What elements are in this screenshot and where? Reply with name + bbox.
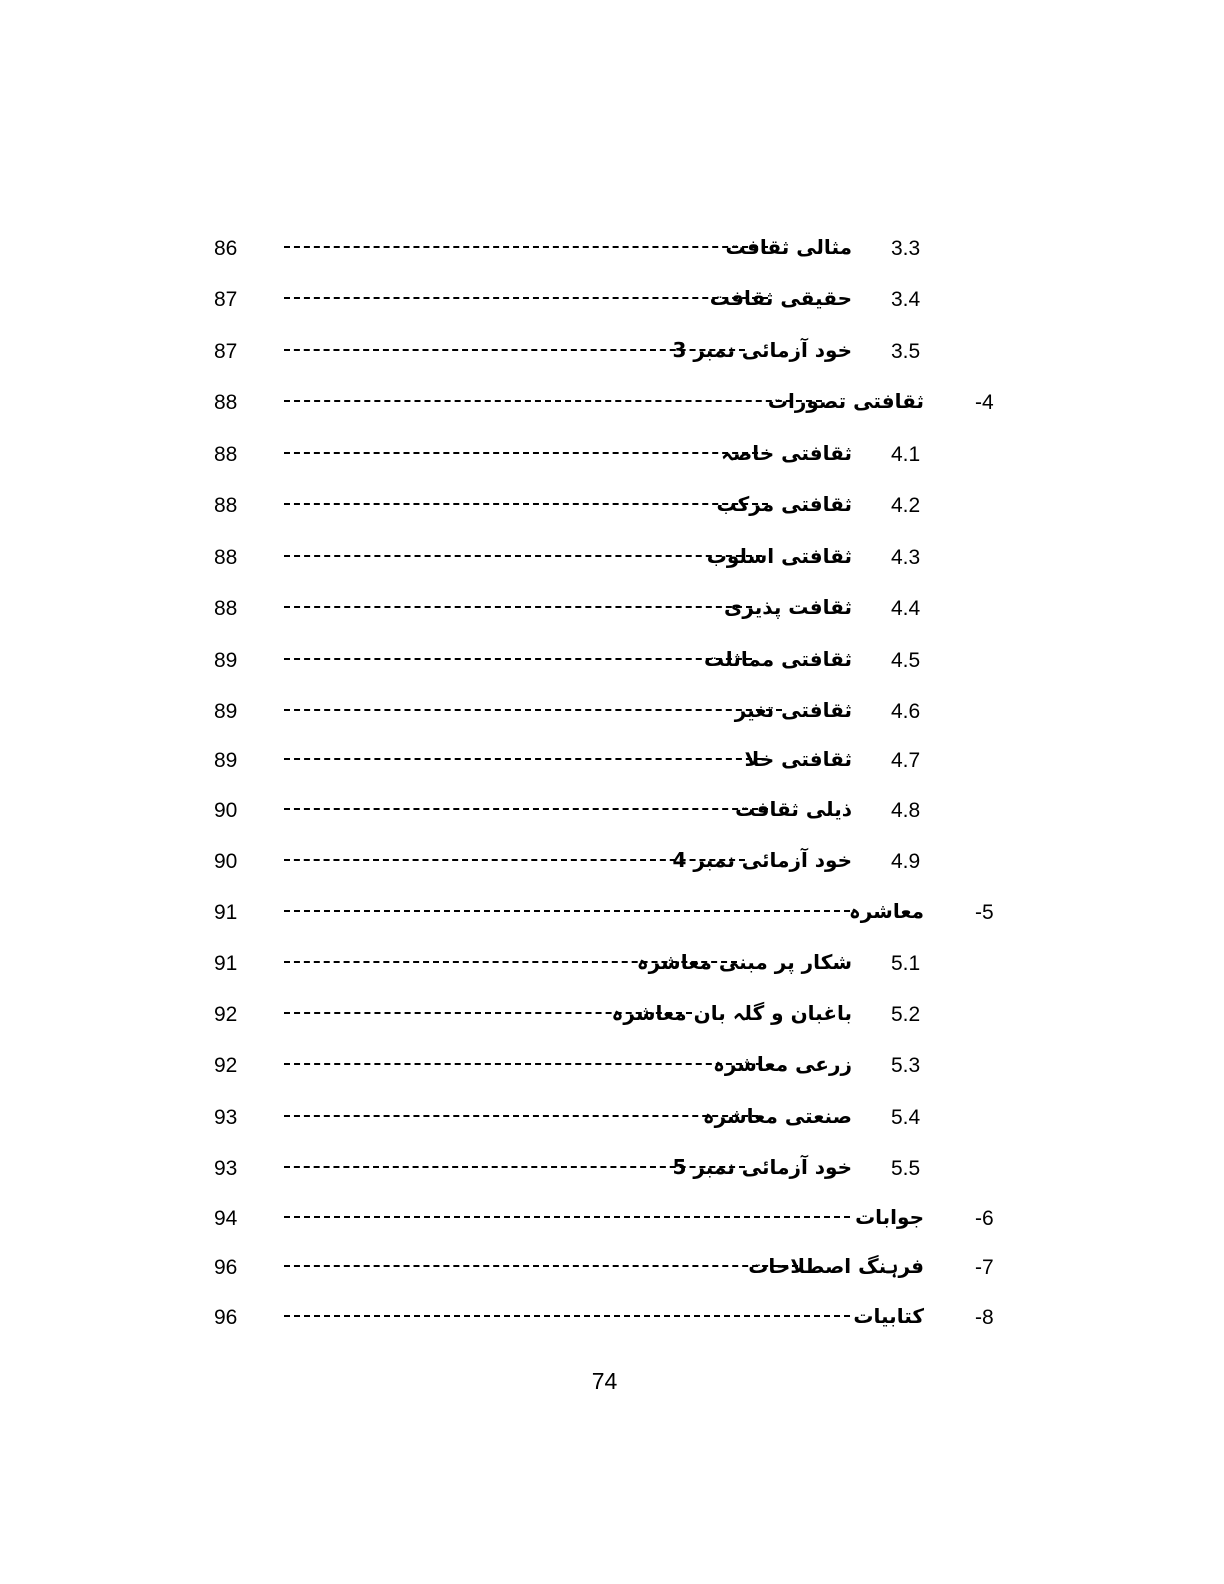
dotted-leader [284, 1115, 758, 1117]
toc-entry [0, 1298, 1224, 1338]
toc-title: ثقافتی مرکب [716, 492, 852, 516]
dotted-leader [284, 246, 768, 248]
toc-section-number: -8 [975, 1306, 994, 1329]
toc-page-number: 96 [214, 1256, 238, 1279]
toc-title: ثقافتی اسلوب [706, 544, 852, 568]
toc-section-number: 4.7 [891, 749, 921, 772]
toc-title: باغبان و گلہ بان معاشرہ [611, 1001, 852, 1025]
toc-section-number: 3.3 [891, 237, 921, 260]
toc-page-number: 87 [214, 288, 238, 311]
toc-title: حقیقی ثقافت [709, 286, 852, 310]
toc-entry [0, 893, 1224, 933]
toc-entry [0, 741, 1224, 781]
dotted-leader [284, 297, 768, 299]
toc-entry [0, 332, 1224, 372]
toc-entry [0, 538, 1224, 578]
toc-entry [0, 1199, 1224, 1239]
dotted-leader [284, 1063, 762, 1065]
dotted-leader [284, 758, 762, 760]
toc-title: خود آزمائی نمبر 4 [672, 848, 852, 872]
toc-entry [0, 944, 1224, 984]
toc-page-number: 88 [214, 597, 238, 620]
toc-page-number: 86 [214, 237, 238, 260]
toc-page-number: 89 [214, 749, 238, 772]
dotted-leader [284, 606, 752, 608]
toc-page-number: 94 [214, 1207, 238, 1230]
toc-page-number: 93 [214, 1106, 238, 1129]
toc-entry [0, 1098, 1224, 1138]
toc-title: ثقافتی خلا [744, 747, 852, 771]
toc-section-number: -6 [975, 1207, 994, 1230]
toc-section-number: 3.5 [891, 340, 921, 363]
toc-page-number: 92 [214, 1003, 238, 1026]
toc-entry [0, 791, 1224, 831]
toc-title: کتابیات [853, 1304, 924, 1328]
toc-entry [0, 1046, 1224, 1086]
toc-section-number: -7 [975, 1256, 994, 1279]
toc-entry [0, 229, 1224, 269]
toc-section-number: 5.4 [891, 1106, 921, 1129]
toc-title: ثقافتی تصورات [767, 389, 924, 413]
toc-title: ثقافتی تغیر [734, 698, 852, 722]
toc-entry [0, 280, 1224, 320]
dotted-leader [284, 709, 782, 711]
toc-page-number: 92 [214, 1054, 238, 1077]
dotted-leader [284, 452, 768, 454]
dotted-leader [284, 400, 822, 402]
toc-entry [0, 995, 1224, 1035]
toc-entry [0, 486, 1224, 526]
toc-section-number: 5.3 [891, 1054, 921, 1077]
toc-title: مثالی ثقافت [725, 235, 852, 259]
dotted-leader [284, 658, 752, 660]
toc-title: شکار پر مبنی معاشرہ [636, 950, 852, 974]
toc-entry [0, 435, 1224, 475]
toc-section-number: 4.2 [891, 494, 921, 517]
toc-entry [0, 1248, 1224, 1288]
toc-entry [0, 842, 1224, 882]
toc-section-number: -4 [975, 391, 994, 414]
toc-page-number: 88 [214, 546, 238, 569]
toc-section-number: 4.3 [891, 546, 921, 569]
toc-title: ثقافت پذیری [724, 595, 852, 619]
toc-page-number: 88 [214, 494, 238, 517]
toc-page-number: 91 [214, 952, 238, 975]
toc-title: معاشرہ [848, 899, 924, 923]
toc-entry [0, 589, 1224, 629]
toc-page-number: 89 [214, 649, 238, 672]
dotted-leader [284, 808, 768, 810]
toc-page-number: 89 [214, 700, 238, 723]
toc-section-number: 5.5 [891, 1157, 921, 1180]
toc-section-number: 4.9 [891, 850, 921, 873]
toc-page-number: 88 [214, 443, 238, 466]
toc-section-number: 4.6 [891, 700, 921, 723]
dotted-leader [284, 1216, 850, 1218]
toc-page-number: 91 [214, 901, 238, 924]
toc-page-number: 96 [214, 1306, 238, 1329]
toc-title: خود آزمائی نمبر 5 [672, 1155, 852, 1179]
toc-page-number: 90 [214, 850, 238, 873]
toc-title: ثقافتی خاصہ [721, 441, 852, 465]
toc-section-number: 5.1 [891, 952, 921, 975]
toc-entry [0, 692, 1224, 732]
toc-section-number: 4.1 [891, 443, 921, 466]
toc-title: ذیلی ثقافت [735, 797, 852, 821]
dotted-leader [284, 910, 850, 912]
toc-page-number: 90 [214, 799, 238, 822]
toc-entry [0, 383, 1224, 423]
toc-entry [0, 1149, 1224, 1189]
toc-section-number: 4.5 [891, 649, 921, 672]
toc-title: صنعتی معاشرہ [702, 1104, 852, 1128]
toc-section-number: 4.8 [891, 799, 921, 822]
toc-title: خود آزمائی نمبر 3 [672, 338, 852, 362]
toc-page-number: 88 [214, 391, 238, 414]
toc-title: ثقافتی مماثلت [703, 647, 852, 671]
toc-section-number: 3.4 [891, 288, 921, 311]
toc-entry [0, 641, 1224, 681]
toc-title: زرعی معاشرہ [713, 1052, 852, 1076]
page-number-footer: 74 [591, 1368, 618, 1394]
toc-page-number: 87 [214, 340, 238, 363]
dotted-leader [284, 503, 768, 505]
dotted-leader [284, 1265, 798, 1267]
toc-title: جوابات [855, 1205, 924, 1229]
toc-section-number: -5 [975, 901, 994, 924]
toc-section-number: 5.2 [891, 1003, 921, 1026]
toc-title: فرہنگ اصطلاحات [748, 1254, 924, 1278]
dotted-leader [284, 555, 762, 557]
toc-page-number: 93 [214, 1157, 238, 1180]
toc-section-number: 4.4 [891, 597, 921, 620]
dotted-leader [284, 1315, 850, 1317]
